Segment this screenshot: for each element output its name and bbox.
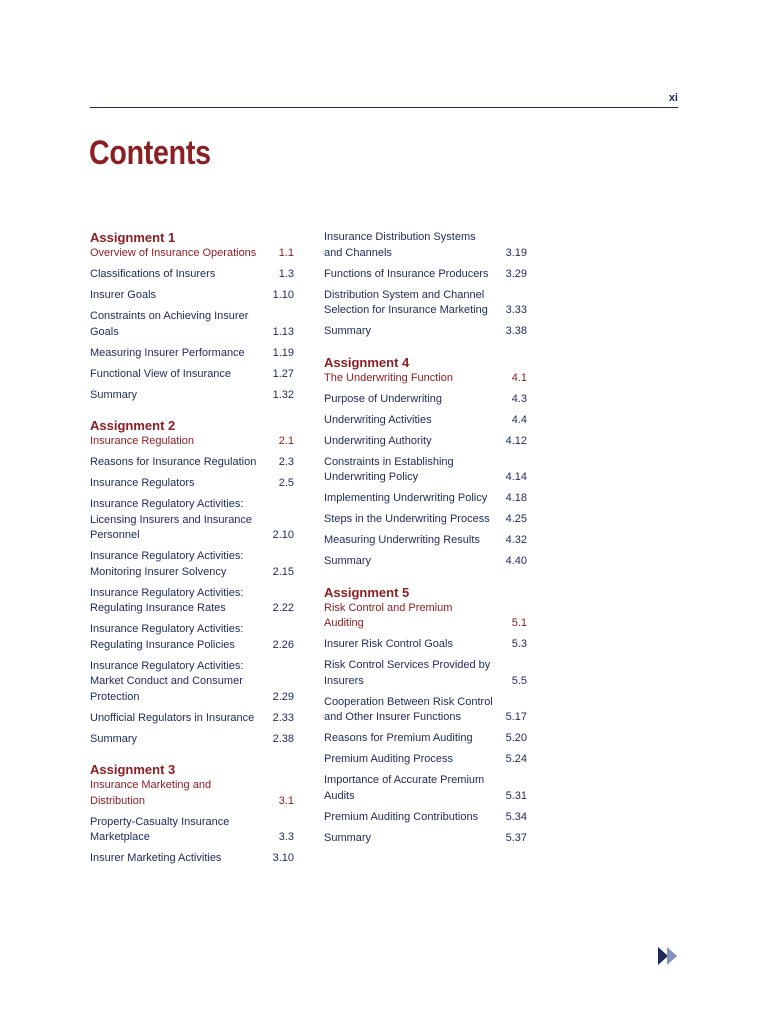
entry-page-number: 1.19 (272, 346, 294, 359)
chapter-link[interactable] (324, 371, 527, 387)
entry-page-number: 3.38 (505, 325, 527, 337)
toc-entry[interactable] (324, 695, 527, 726)
entry-title: Distribution System and Channel Selection for Insurance Marketing (324, 288, 488, 316)
toc-entry[interactable] (324, 392, 527, 408)
toc-group (90, 230, 294, 403)
entry-page-number: 4.3 (511, 392, 527, 405)
entry-page-number: 3.33 (505, 304, 527, 316)
entry-title: Measuring Underwriting Results (324, 534, 480, 546)
entry-title: Constraints on Achieving Insurer Goals (90, 310, 249, 338)
toc-entry[interactable] (90, 455, 294, 471)
toc-entry[interactable] (324, 731, 527, 747)
toc-entry[interactable] (90, 732, 294, 748)
entry-page-number: 2.38 (272, 732, 294, 745)
toc-entry[interactable] (324, 288, 527, 319)
chapter-link[interactable] (324, 601, 527, 632)
entry-page-number: 2.1 (278, 435, 294, 447)
entry-page-number: 4.25 (505, 513, 527, 525)
next-page-icon[interactable] (658, 947, 680, 967)
entry-title: Underwriting Authority (324, 434, 432, 447)
entry-page-number: 4.1 (511, 371, 527, 384)
chevron-right-icon (667, 947, 677, 965)
toc-entry[interactable] (90, 622, 294, 653)
toc-entry[interactable] (324, 637, 527, 653)
toc-entry[interactable] (324, 773, 527, 804)
entry-page-number: 1.13 (272, 325, 294, 338)
entry-page-number: 2.22 (272, 602, 294, 614)
toc-entry[interactable] (90, 476, 294, 492)
entry-page-number: 3.3 (278, 831, 294, 843)
assignment-heading: Assignment 4 (324, 354, 410, 370)
toc-entry[interactable] (324, 533, 527, 549)
toc-entry[interactable] (324, 752, 527, 768)
chapter-title: Overview of Insurance Operations (90, 247, 257, 259)
toc-entry[interactable] (90, 367, 294, 383)
entry-title: Steps in the Underwriting Process (324, 513, 490, 525)
toc-entry[interactable] (90, 346, 294, 362)
toc-entry[interactable] (90, 267, 294, 283)
entry-page-number: 5.34 (505, 810, 527, 823)
toc-group (324, 585, 527, 847)
toc-entry[interactable] (324, 267, 527, 283)
entry-title: Functions of Insurance Producers (324, 267, 489, 280)
toc-entry[interactable] (324, 324, 527, 340)
entry-title: Insurance Regulatory Activities: Market Conduct and Consumer Protection (90, 659, 244, 703)
chapter-title: Risk Control and Premium Auditing (324, 601, 453, 629)
chapter-title: The Underwriting Function (324, 371, 454, 384)
entry-page-number: 4.4 (511, 413, 527, 426)
entry-page-number: 5.17 (505, 711, 527, 723)
entry-title: Purpose of Underwriting (324, 392, 443, 405)
toc-entry[interactable] (324, 434, 527, 450)
entry-page-number: 3.10 (272, 852, 294, 864)
toc-group (324, 355, 527, 570)
entry-title: Unofficial Regulators in Insurance (90, 711, 255, 724)
toc-entry[interactable] (324, 658, 527, 689)
entry-title: Summary (90, 388, 138, 401)
toc-entry[interactable] (90, 586, 294, 617)
entry-page-number: 1.1 (278, 247, 294, 259)
entry-title: Insurer Risk Control Goals (324, 638, 453, 650)
assignment-heading: Assignment 1 (90, 230, 176, 245)
entry-page-number: 1.10 (272, 289, 294, 301)
entry-page-number: 2.3 (278, 456, 294, 468)
toc-entry[interactable] (324, 491, 527, 507)
toc-entry[interactable] (90, 309, 294, 340)
entry-title: Importance of Accurate Premium Audits (324, 774, 485, 802)
toc-entry[interactable] (324, 230, 527, 261)
entry-page-number: 5.24 (505, 753, 527, 765)
toc-entry[interactable] (90, 497, 294, 544)
chapter-link[interactable] (90, 778, 294, 809)
toc-entry[interactable] (90, 851, 294, 867)
chapter-title: Insurance Marketing and Distribution (90, 779, 212, 807)
toc-entry[interactable] (90, 388, 294, 404)
entry-page-number: 1.3 (278, 268, 294, 280)
entry-title: Implementing Underwriting Policy (324, 492, 488, 504)
entry-page-number: 5.1 (511, 617, 527, 629)
toc-entry[interactable] (90, 288, 294, 304)
entry-page-number: 5.5 (511, 674, 527, 687)
entry-title: Summary (324, 555, 372, 567)
entry-page-number: 2.29 (272, 690, 294, 703)
toc-left-column (90, 230, 294, 882)
assignment-heading: Assignment 5 (324, 584, 410, 600)
entry-title: Insurance Regulatory Activities: Regulating Insurance Rates (90, 586, 244, 614)
assignment-heading: Assignment 2 (90, 418, 176, 433)
page-title: Contents (89, 134, 211, 172)
toc-group (324, 230, 527, 340)
toc-entry[interactable] (324, 512, 527, 528)
chapter-title: Insurance Regulation (90, 435, 194, 447)
toc-entry[interactable] (324, 554, 527, 570)
entry-title: Insurance Distribution Systems and Channels (324, 231, 476, 259)
entry-page-number: 3.29 (505, 267, 527, 280)
toc-entry[interactable] (324, 810, 527, 826)
toc-group (90, 762, 294, 867)
entry-page-number: 2.33 (272, 711, 294, 724)
entry-title: Measuring Insurer Performance (90, 346, 245, 359)
entry-page-number: 4.14 (505, 471, 527, 483)
entry-title: Insurance Regulatory Activities: Licensing Insurers and Insurance Personnel (90, 498, 253, 541)
entry-title: Insurance Regulatory Activities: Monitoring Insurer Solvency (90, 550, 244, 578)
toc-entry[interactable] (90, 711, 294, 727)
entry-page-number: 3.1 (278, 794, 294, 807)
entry-page-number: 3.19 (505, 246, 527, 259)
toc-entry[interactable] (324, 831, 527, 847)
entry-page-number: 4.40 (505, 555, 527, 567)
toc-entry[interactable] (90, 659, 294, 706)
toc-group (90, 418, 294, 747)
entry-page-number: 2.5 (278, 477, 294, 489)
entry-page-number: 2.15 (272, 565, 294, 578)
entry-title: Summary (324, 831, 372, 844)
entry-page-number: 4.12 (505, 434, 527, 447)
page-number: xi (668, 92, 678, 104)
chapter-link[interactable] (90, 246, 294, 262)
entry-title: Insurer Goals (90, 289, 157, 301)
entry-title: Reasons for Premium Auditing (324, 732, 473, 744)
assignment-heading: Assignment 3 (90, 762, 176, 777)
toc-entry[interactable] (324, 413, 527, 429)
entry-title: Summary (324, 325, 372, 337)
header-rule (90, 107, 678, 108)
entry-title: Insurer Marketing Activities (90, 852, 222, 864)
entry-title: Constraints in Establishing Underwriting Policy (324, 455, 454, 483)
entry-title: Insurance Regulatory Activities: Regulating Insurance Policies (90, 623, 244, 651)
entry-title: Premium Auditing Contributions (324, 810, 479, 823)
entry-page-number: 2.10 (272, 529, 294, 541)
entry-page-number: 5.37 (505, 831, 527, 844)
entry-page-number: 4.32 (505, 534, 527, 546)
entry-title: Underwriting Activities (324, 413, 432, 426)
toc-entry[interactable] (324, 455, 527, 486)
entry-page-number: 5.20 (505, 732, 527, 744)
toc-entry[interactable] (90, 815, 294, 846)
toc-right-column (324, 230, 527, 861)
entry-title: Premium Auditing Process (324, 753, 453, 765)
toc-entry[interactable] (90, 549, 294, 580)
entry-title: Cooperation Between Risk Control and Other Insurer Functions (324, 695, 493, 723)
entry-title: Summary (90, 732, 138, 745)
entry-title: Functional View of Insurance (90, 367, 232, 380)
chapter-link[interactable] (90, 434, 294, 450)
entry-title: Risk Control Services Provided by Insurers (324, 659, 491, 687)
entry-page-number: 1.27 (272, 367, 294, 380)
entry-page-number: 5.31 (505, 789, 527, 802)
entry-title: Insurance Regulators (90, 477, 195, 489)
entry-title: Property-Casualty Insurance Marketplace (90, 815, 230, 843)
entry-page-number: 4.18 (505, 492, 527, 504)
entry-title: Reasons for Insurance Regulation (90, 456, 257, 468)
entry-page-number: 5.3 (511, 638, 527, 650)
entry-page-number: 2.26 (272, 638, 294, 651)
entry-title: Classifications of Insurers (90, 268, 216, 280)
entry-page-number: 1.32 (272, 388, 294, 401)
